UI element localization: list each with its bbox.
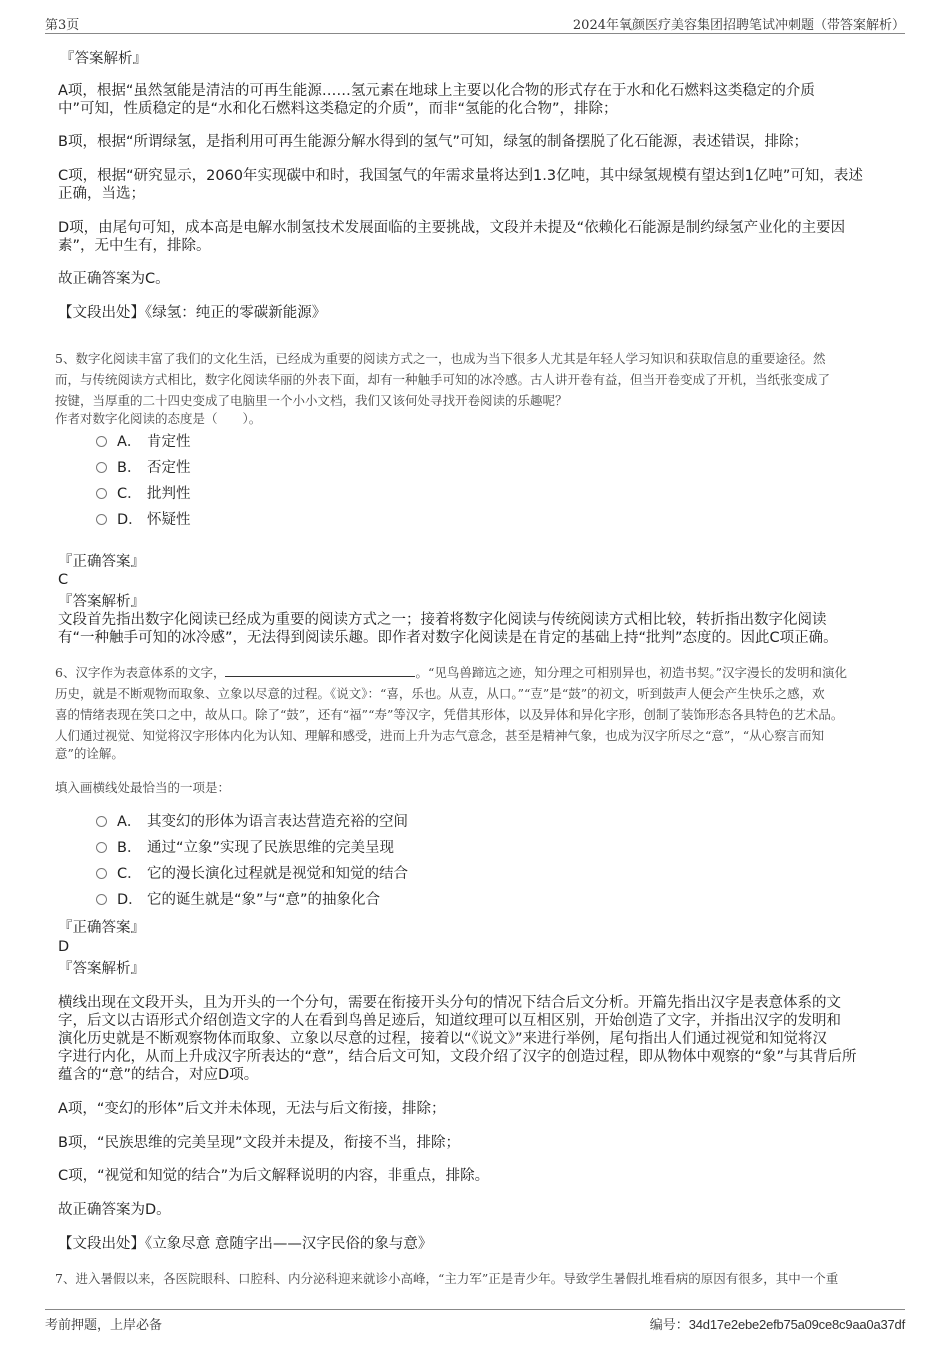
q5-analysis-line2: 有“一种触手可知的冰冷感”，无法得到阅读乐趣。即作者对数字化阅读是在肯定的基础上持“批判”态度的。因此C项正确。 — [58, 630, 838, 646]
q6-prompt: 填入画横线处最恰当的一项是： — [55, 780, 231, 795]
radio-icon[interactable] — [96, 868, 107, 879]
q6-option-c[interactable]: C． 它的漫长演化过程就是视觉和知觉的结合 — [96, 864, 408, 884]
q6-analysis-label: 『答案解析』 — [58, 961, 145, 977]
q7-stem-line1: 7、进入暑假以来，各医院眼科、口腔科、内分泌科迎来就诊小高峰，“主力军”正是青少年。导致学生暑假扎堆看病的原因有很多，其中一个重 — [55, 1271, 839, 1286]
fill-blank — [225, 662, 415, 677]
q6-analysis-line3: 演化历史就是不断观察物体而取象、立象以尽意的过程，接着以“《说文》”来进行举例，尾句指出人们通过视觉和知觉将汉 — [58, 1031, 828, 1047]
radio-icon[interactable] — [96, 436, 107, 447]
q6-source: 【文段出处】《立象尽意 意随字出——汉字民俗的象与意》 — [58, 1236, 433, 1252]
footer-divider — [45, 1309, 905, 1310]
q6-analysis-line1: 横线出现在文段开头，且为开头的一个分句，需要在衔接开头分句的情况下结合后文分析。开篇先指出汉字是表意体系的文 — [58, 995, 841, 1011]
q5-stem-line1: 5、数字化阅读丰富了我们的文化生活，已经成为重要的阅读方式之一，也成为当下很多人尤其是年轻人学习知识和获取信息的重要途径。然 — [55, 351, 826, 366]
q6-a-explanation: A项，“变幻的形体”后文并未体现，无法与后文衔接，排除； — [58, 1101, 446, 1117]
q5-option-b[interactable]: B． 否定性 — [96, 458, 191, 478]
q6-answer-label: 『正确答案』 — [58, 920, 145, 936]
footer-slogan: 考前押题，上岸必备 — [45, 1318, 163, 1333]
q5-option-d[interactable]: D． 怀疑性 — [96, 510, 191, 530]
q5-option-a[interactable]: A． 肯定性 — [96, 432, 191, 452]
q5-stem-line3: 按键，当厚重的二十四史变成了电脑里一个小小文档，我们又该何处寻找开卷阅读的乐趣呢？ — [55, 393, 568, 408]
q5-answer: C — [58, 572, 69, 588]
q4-d-line1: D项，由尾句可知，成本高是电解水制氢技术发展面临的主要挑战，文段并未提及“依赖化石能源是制约绿氢产业化的主要因 — [58, 220, 846, 236]
radio-icon[interactable] — [96, 488, 107, 499]
header-divider — [45, 33, 905, 34]
q5-analysis-line1: 文段首先指出数字化阅读已经成为重要的阅读方式之一；接着将数字化阅读与传统阅读方式相比较，转折指出数字化阅读 — [58, 612, 827, 628]
radio-icon[interactable] — [96, 462, 107, 473]
q4-b-line1: B项，根据“所谓绿氢，是指利用可再生能源分解水得到的氢气”可知，绿氢的制备摆脱了化石能源，表述错误，排除； — [58, 134, 808, 150]
q4-analysis-label: 『答案解析』 — [60, 51, 147, 67]
q6-analysis-line4: 字进行内化，从而上升成汉字所表达的“意”，结合后文可知，文段介绍了汉字的创造过程，即从物体中观察的“象”与其背后所 — [58, 1049, 857, 1065]
q6-stem-line3: 喜的情绪表现在笑口之中，故从口。除了“鼓”，还有“福”“寿”等汉字，凭借其形体，以及异体和异化字形，创制了装饰形态各具特色的艺术品。 — [55, 707, 844, 722]
q4-d-line2: 素”，无中生有，排除。 — [58, 238, 211, 254]
q6-b-explanation: B项，“民族思维的完美呈现”文段并未提及，衔接不当，排除； — [58, 1135, 460, 1151]
radio-icon[interactable] — [96, 842, 107, 853]
radio-icon[interactable] — [96, 514, 107, 525]
q4-a-line2: 中”可知，性质稳定的是“水和化石燃料这类稳定的介质”，而非“氢能的化合物”，排除； — [58, 101, 618, 117]
q6-c-explanation: C项，“视觉和知觉的结合”为后文解释说明的内容，非重点，排除。 — [58, 1168, 490, 1184]
q6-stem-line2: 历史，就是不断观物而取象、立象以尽意的过程。《说文》：“喜，乐也。从壴，从口。”“壴”是“鼓”的初文，听到鼓声人便会产生快乐之感，欢 — [55, 686, 825, 701]
q4-c-line1: C项，根据“研究显示，2060年实现碳中和时，我国氢气的年需求量将达到1.3亿吨，其中绿氢规模有望达到1亿吨”可知，表述 — [58, 168, 863, 184]
q6-analysis-line5: 蕴含的“意”的结合，对应D项。 — [58, 1067, 259, 1083]
q6-stem-line4: 人们通过视觉、知觉将汉字形体内化为认知、理解和感受，进而上升为志气意念，甚至是精神气象，也成为汉字所尽之“意”，“从心察言而知 — [55, 728, 825, 743]
q4-source: 【文段出处】《绿氢：纯正的零碳新能源》 — [58, 305, 327, 321]
q6-option-a[interactable]: A． 其变幻的形体为语言表达营造充裕的空间 — [96, 812, 408, 832]
q4-c-line2: 正确，当选； — [58, 186, 145, 202]
q6-conclusion: 故正确答案为D。 — [58, 1202, 171, 1218]
footer-code: 编号：34d17e2ebe2efb75a09ce8c9aa0a37df — [649, 1317, 905, 1333]
q5-analysis-label: 『答案解析』 — [58, 594, 145, 610]
q4-conclusion: 故正确答案为C。 — [58, 271, 170, 287]
q5-option-c[interactable]: C． 批判性 — [96, 484, 191, 504]
document-title: 2024年氧颜医疗美容集团招聘笔试冲刺题（带答案解析） — [572, 18, 905, 33]
page-number: 第3页 — [45, 18, 80, 33]
radio-icon[interactable] — [96, 894, 107, 905]
q6-analysis-line2: 字，后文以古语形式介绍创造文字的人在看到鸟兽足迹后，知道纹理可以互相区别，开始创造了文字，并指出汉字的发明和 — [58, 1013, 841, 1029]
q6-answer: D — [58, 939, 70, 955]
radio-icon[interactable] — [96, 816, 107, 827]
q6-option-d[interactable]: D． 它的诞生就是“象”与“意”的抽象化合 — [96, 890, 380, 910]
q5-answer-label: 『正确答案』 — [58, 554, 145, 570]
q6-stem-line5: 意”的诠解。 — [55, 746, 124, 761]
q5-stem-line2: 而，与传统阅读方式相比，数字化阅读华丽的外表下面，却有一种触手可知的冰冷感。古人讲开卷有益，但当开卷变成了开机，当纸张变成了 — [55, 372, 831, 387]
q5-question: 作者对数字化阅读的态度是（ ）。 — [55, 411, 262, 426]
q6-option-b[interactable]: B． 通过“立象”实现了民族思维的完美呈现 — [96, 838, 394, 858]
q4-a-line1: A项，根据“虽然氢能是清洁的可再生能源……氢元素在地球上主要以化合物的形式存在于水和化石燃料这类稳定的介质 — [58, 83, 815, 99]
q6-stem-line1: 6、汉字作为表意体系的文字， 。“见鸟兽蹄迒之迹，知分理之可相别异也，初造书契。”汉字漫长的发明和演化 — [55, 662, 895, 683]
